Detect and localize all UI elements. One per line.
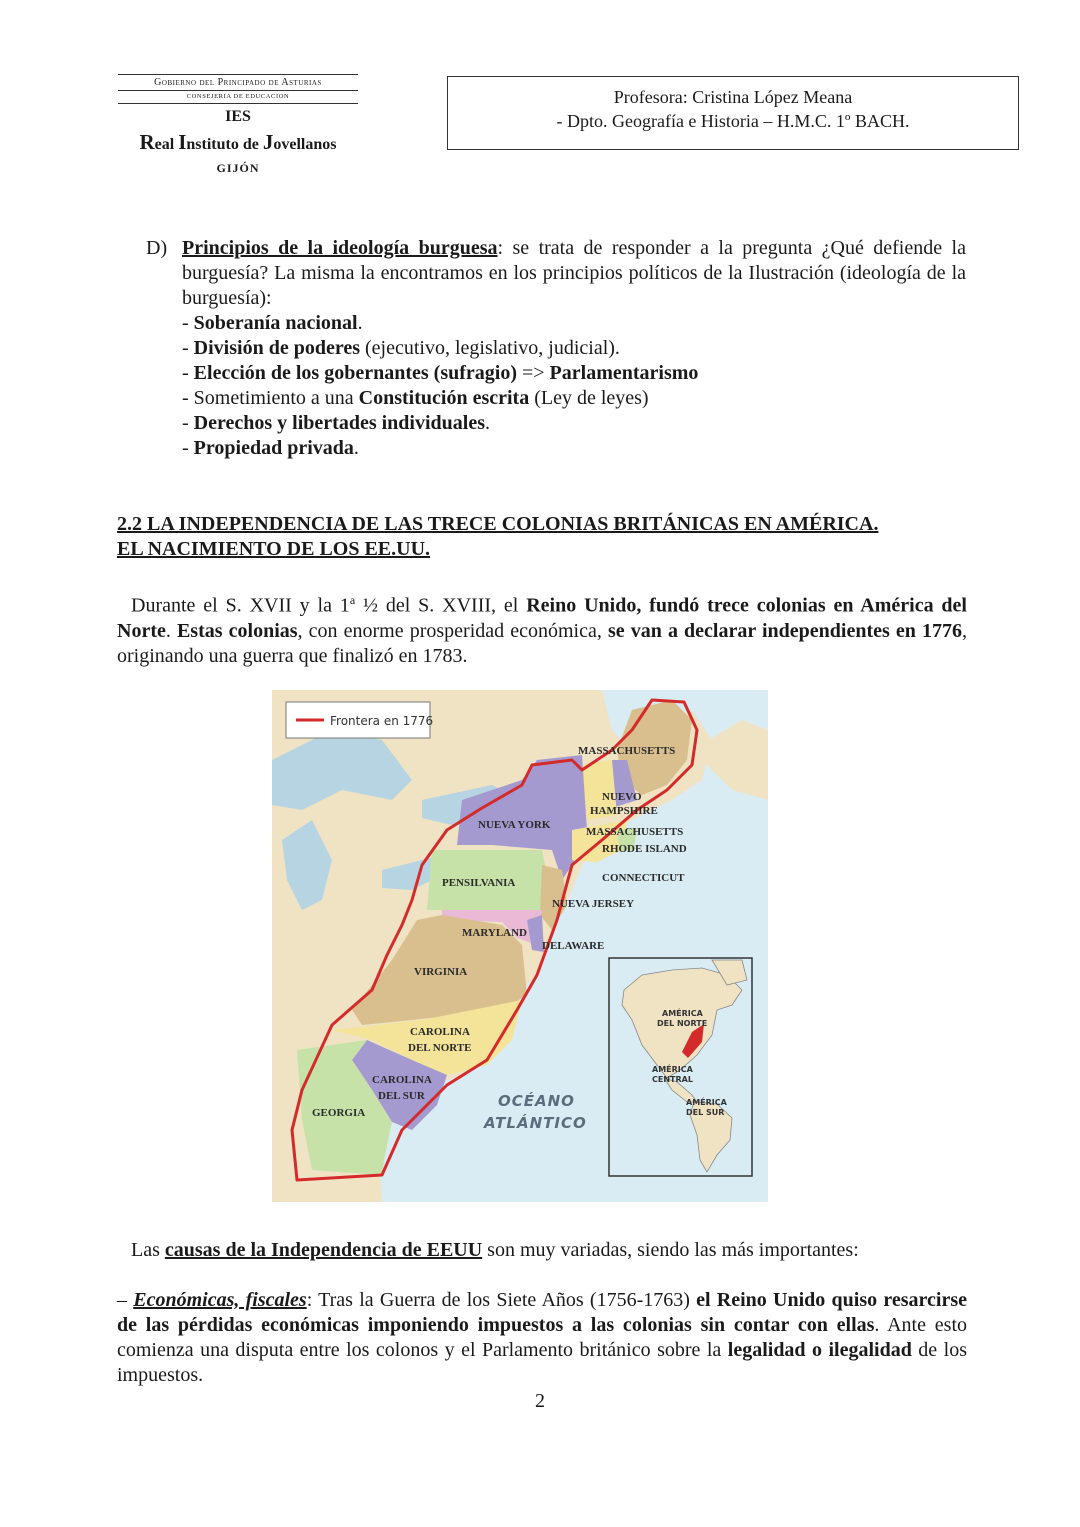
inset-label-america-central-2: CENTRAL xyxy=(652,1075,693,1084)
label-connecticut: CONNECTICUT xyxy=(602,872,685,884)
logo-ies: IES xyxy=(225,108,251,125)
label-atlantico: ATLÁNTICO xyxy=(484,1114,587,1132)
inset-label-america-central-1: AMÉRICA xyxy=(652,1065,693,1074)
label-virginia: VIRGINIA xyxy=(414,966,468,978)
list-item: - Propiedad privada. xyxy=(182,437,359,459)
label-nuevo: NUEVO xyxy=(602,791,642,803)
economic-causes: – Económicas, fiscales: Tras la Guerra de los Siete Años (1756-1763) el Reino Unido quiso resarcirse de las pérdidas económicas imponiendo impuestos a las colonias sin contar con ellas. Ante esto comienza una disputa entre los colonos y el Parlamento británico sobre la legalidad o ilegalidad de los impuestos. xyxy=(117,1289,967,1386)
header-department: - Dpto. Geografía e Historia – H.M.C. 1º BACH. xyxy=(556,111,910,131)
section-d-label: D) xyxy=(146,237,168,259)
school-logo xyxy=(118,74,358,176)
section-d-intro: Principios de la ideología burguesa: se trata de responder a la pregunta ¿Qué defiende la burguesía? La misma la encontramos en los principios políticos de la Ilustración (ideología de la burguesía): xyxy=(182,237,966,309)
header-box xyxy=(447,76,1019,150)
inset-label-america-sur-1: AMÉRICA xyxy=(686,1098,727,1107)
page-number: 2 xyxy=(535,1390,545,1412)
label-georgia: GEORGIA xyxy=(312,1107,366,1119)
label-pensilvania: PENSILVANIA xyxy=(442,877,516,889)
list-item: - Soberanía nacional. xyxy=(182,312,363,334)
label-carolina-sur-1: CAROLINA xyxy=(372,1074,432,1086)
map-svg xyxy=(272,690,768,1202)
section-d xyxy=(146,236,966,461)
label-hampshire: HAMPSHIRE xyxy=(590,805,658,817)
inset-label-america-norte-1: AMÉRICA xyxy=(662,1009,703,1018)
thirteen-colonies-map xyxy=(272,690,768,1202)
list-item: - Derechos y libertades individuales. xyxy=(182,412,490,434)
list-item: - Elección de los gobernantes (sufragio) => Parlamentarismo xyxy=(182,362,699,384)
label-carolina-norte-2: DEL NORTE xyxy=(408,1042,472,1054)
inset-map xyxy=(609,958,752,1176)
label-oceano: OCÉANO xyxy=(498,1092,575,1110)
label-nueva-york: NUEVA YORK xyxy=(478,819,551,831)
inset-label-america-sur-2: DEL SUR xyxy=(686,1108,725,1117)
label-rhode-island: RHODE ISLAND xyxy=(602,843,687,855)
inset-label-america-norte-2: DEL NORTE xyxy=(657,1019,708,1028)
label-nueva-jersey: NUEVA JERSEY xyxy=(552,898,635,910)
principles-list xyxy=(182,311,966,461)
label-carolina-norte-1: CAROLINA xyxy=(410,1026,470,1038)
header-teacher: Profesora: Cristina López Meana xyxy=(613,87,853,107)
label-delaware: DELAWARE xyxy=(542,940,605,952)
label-massachusetts-top: MASSACHUSETTS xyxy=(578,745,676,757)
logo-consejeria: CONSEJERIA DE EDUCACION xyxy=(118,93,358,104)
logo-city: GIJÓN xyxy=(216,161,260,175)
label-maryland: MARYLAND xyxy=(462,927,527,939)
section-d-title: Principios de la ideología burguesa xyxy=(182,237,498,259)
causes-intro: Las causas de la Independencia de EEUU son muy variadas, siendo las más importantes: xyxy=(131,1239,859,1261)
label-carolina-sur-2: DEL SUR xyxy=(378,1090,425,1102)
logo-government: Gobierno del Principado de Asturias xyxy=(118,74,358,91)
list-item: - División de poderes (ejecutivo, legislativo, judicial). xyxy=(182,337,620,359)
intro-paragraph: Durante el S. XVII y la 1$^a$ ½ del S. XVIII, el Reino Unido, fundó trece colonias en América del Norte. Estas colonias, con enorme prosperidad económica, se van a declarar independientes en 1776, originando una guerra que finalizó en 1783. xyxy=(117,593,967,667)
legend-label: Frontera en 1776 xyxy=(330,714,434,728)
list-item: - Sometimiento a una Constitución escrita (Ley de leyes) xyxy=(182,387,649,409)
logo-institute-name: Real Instituto de Jovellanos xyxy=(139,130,337,154)
label-massachusetts: MASSACHUSETTS xyxy=(586,826,684,838)
section-2-2-title: 2.2 LA INDEPENDENCIA DE LAS TRECE COLONIAS BRITÁNICAS EN AMÉRICA. EL NACIMIENTO DE LOS EE.UU. xyxy=(117,513,879,560)
